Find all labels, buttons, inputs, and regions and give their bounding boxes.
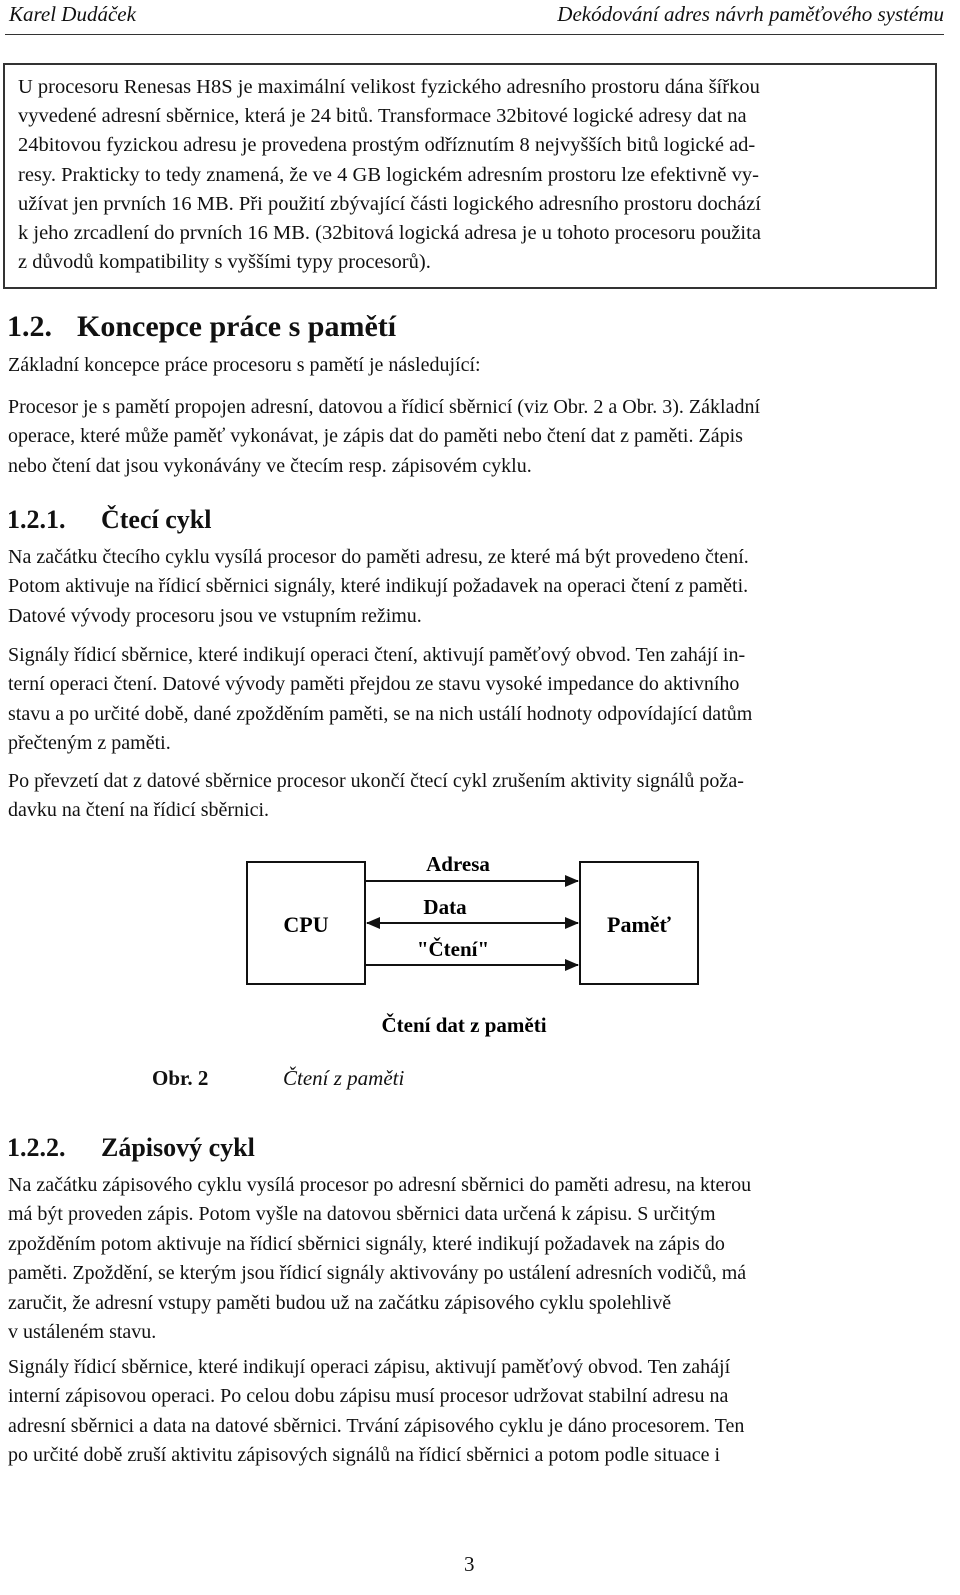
text-line: adresní sběrnici a data na datové sběrnici. Trvání zápisového cyklu je dáno procesorem. Ten xyxy=(8,1414,745,1437)
text-line: přečteným z paměti. xyxy=(8,732,171,755)
paragraph xyxy=(8,393,943,481)
address-bus-label: Adresa xyxy=(426,852,490,876)
paragraph xyxy=(8,1171,943,1347)
note-line: vyvedené adresní sběrnice, která je 24 bitů. Transformace 32bitové logické adresy dat na xyxy=(18,105,747,128)
note-line: U procesoru Renesas H8S je maximální velikost fyzického adresního prostoru dána šířkou xyxy=(18,76,760,98)
paragraph xyxy=(8,1353,943,1471)
intro-line: Základní koncepce práce procesoru s pamětí je následující: xyxy=(8,354,481,376)
text-line: má být proveden zápis. Potom vyšle na datovou sběrnici data určená k zápisu. S určitým xyxy=(8,1203,716,1226)
note-box xyxy=(3,63,937,289)
note-line: užívat jen prvních 16 MB. Při použití zbývající části logického adresního prostoru dochází xyxy=(18,192,761,215)
section-title: Koncepce práce s pamětí xyxy=(77,310,397,343)
cpu-label: CPU xyxy=(283,912,329,937)
text-line: paměti. Zpoždění, se kterým jsou řídicí signály aktivovány po ustálení adresních vodičů, má xyxy=(8,1262,747,1285)
text-line: Signály řídicí sběrnice, které indikují operaci zápisu, aktivují paměťový obvod. Ten zahájí xyxy=(8,1356,731,1378)
header-title: Dekódování adres návrh paměťového systému xyxy=(557,2,944,26)
text-line: zaručit, že adresní vstupy paměti budou už na začátku zápisového cyklu spolehlivě xyxy=(8,1291,672,1314)
note-line: k jeho zrcadlení do prvních 16 MB. (32bitová logická adresa je u tohoto procesoru použita xyxy=(18,222,761,245)
text-line: Na začátku čtecího cyklu vysílá procesor do paměti adresu, ze které má být provedeno čtení. xyxy=(8,546,749,568)
section-heading-1-2-2 xyxy=(7,1133,255,1163)
text-line: po určité době zruší aktivitu zápisových signálů na řídicí sběrnici a potom podle situace i xyxy=(8,1444,721,1467)
note-line: 24bitovou fyzickou adresu je provedena prostým odříznutím 8 nejvyšších bitů logické ad- xyxy=(18,134,756,157)
text-line: terní operaci čtení. Datové vývody paměti přejdou ze stavu vysoké impedance do aktivního xyxy=(8,673,740,696)
paragraph xyxy=(8,543,943,631)
text-line: Signály řídicí sběrnice, které indikují operaci čtení, aktivují paměťový obvod. Ten zahájí in- xyxy=(8,644,746,666)
note-line: z důvodů kompatibility s vyššími typy procesorů). xyxy=(18,251,431,274)
text-line: Potom aktivuje na řídicí sběrnici signály, které indikují požadavek na operaci čtení z paměti. xyxy=(8,575,749,598)
section-heading-1-2 xyxy=(7,310,396,344)
text-line: v ustáleném stavu. xyxy=(8,1321,157,1344)
figure-title: Čtení z paměti xyxy=(283,1066,405,1090)
text-line: davku na čtení na řídicí sběrnici. xyxy=(8,799,270,822)
note-box-text xyxy=(18,73,921,277)
data-bus-label: Data xyxy=(423,895,467,919)
text-line: Po převzetí dat z datové sběrnice procesor ukončí čtecí cykl zrušením aktivity signálů poža- xyxy=(8,770,744,792)
text-line: stavu a po určité době, dané zpožděním paměti, se na nich ustálí hodnoty odpovídající datům xyxy=(8,702,753,725)
figure-number: Obr. 2 xyxy=(152,1066,209,1090)
text-line: interní zápisovou operaci. Po celou dobu zápisu musí procesor udržovat stabilní adresu na xyxy=(8,1385,729,1408)
header-author: Karel Dudáček xyxy=(9,2,136,26)
section-number: 1.2.2. xyxy=(7,1133,66,1162)
text-line: Datové vývody procesoru jsou ve vstupním režimu. xyxy=(8,604,422,627)
text-line: Na začátku zápisového cyklu vysílá procesor po adresní sběrnici do paměti adresu, na kterou xyxy=(8,1174,752,1196)
section-heading-1-2-1 xyxy=(7,505,211,535)
read-cycle-diagram xyxy=(0,840,960,1050)
page-number: 3 xyxy=(464,1552,475,1576)
note-line: resy. Prakticky to tedy znamená, že ve 4 GB logickém adresním prostoru lze efektivně vy- xyxy=(18,163,759,186)
diagram-caption: Čtení dat z paměti xyxy=(381,1013,547,1037)
data-bus-arrow-head-left xyxy=(366,917,380,929)
text-line: nebo čtení dat jsou vykonávány ve čtecím resp. zápisovém cyklu. xyxy=(8,454,532,477)
page-header xyxy=(5,0,944,35)
section-intro xyxy=(8,351,943,380)
section-title: Čtecí cykl xyxy=(101,505,212,534)
text-line: Procesor je s pamětí propojen adresní, datovou a řídicí sběrnicí (viz Obr. 2 a Obr. 3). Základní xyxy=(8,396,761,418)
text-line: operace, které může paměť vykonávat, je zápis dat do paměti nebo čtení dat z paměti. Zápis xyxy=(8,425,743,448)
text-line: zpožděním potom aktivuje na řídicí sběrnici signály, které indikují požadavek na zápis do xyxy=(8,1232,725,1255)
memory-label: Paměť xyxy=(607,912,671,937)
section-title: Zápisový cykl xyxy=(101,1133,255,1162)
read-signal-label: "Čtení" xyxy=(416,937,490,961)
section-number: 1.2.1. xyxy=(7,505,66,534)
section-number: 1.2. xyxy=(7,310,52,343)
paragraph xyxy=(8,767,943,826)
paragraph xyxy=(8,641,943,759)
